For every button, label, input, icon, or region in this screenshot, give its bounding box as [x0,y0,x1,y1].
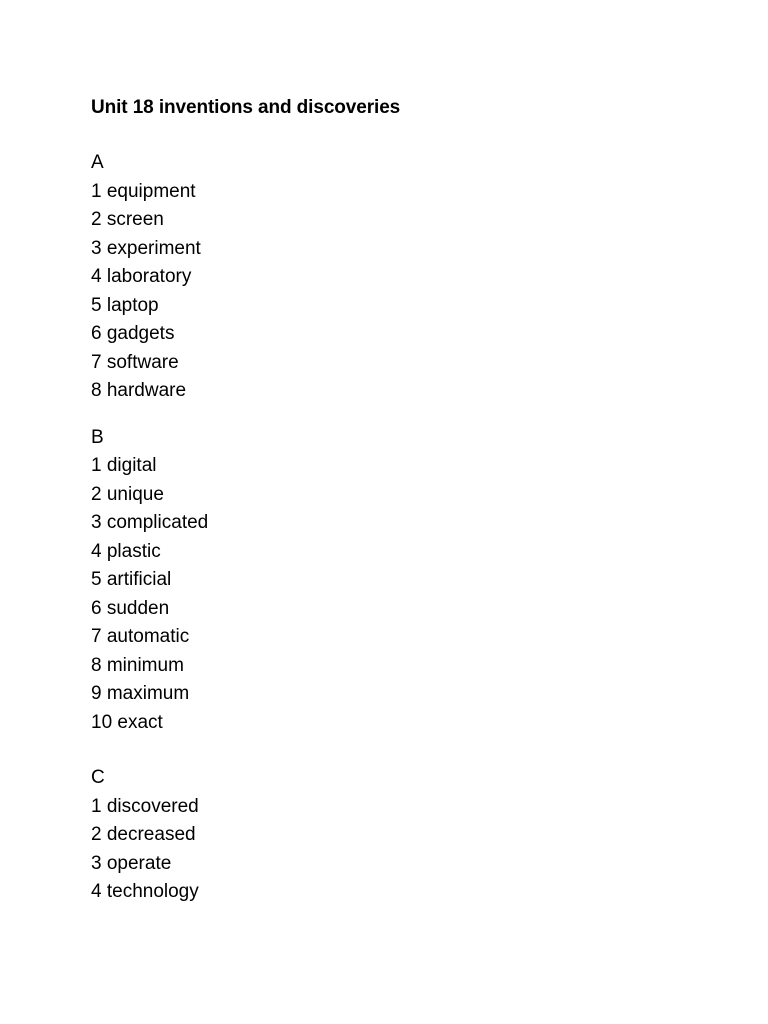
list-item: 2 unique [91,483,164,505]
section-c [91,764,691,907]
list-item: 7 automatic [91,626,190,647]
list-item: 1 discovered [91,795,199,817]
list-item: 8 hardware [91,380,187,401]
list-item: 3 complicated [91,512,209,533]
list-item: 2 decreased [91,824,196,845]
section-b [91,424,691,738]
list-item: 5 laptop [91,294,159,316]
list-item: 5 artificial [91,569,172,590]
list-item: 9 maximum [91,683,190,704]
list-item: 4 plastic [91,540,161,562]
list-item: 4 laboratory [91,266,192,287]
list-item: 7 software [91,351,179,373]
list-item: 2 screen [91,209,164,230]
list-item: 1 equipment [91,180,196,202]
list-item: 10 exact [91,711,163,733]
list-item: 8 minimum [91,654,184,676]
section-label: C [91,767,105,788]
section-label: A [91,152,104,173]
list-item: 4 technology [91,881,199,902]
list-item: 6 gadgets [91,323,175,344]
list-item: 3 experiment [91,237,201,259]
list-item: 1 digital [91,455,157,476]
section-label: B [91,426,104,448]
list-item: 3 operate [91,852,172,874]
document-page [91,94,691,907]
list-item: 6 sudden [91,597,170,619]
page-title: Unit 18 inventions and discoveries [91,97,401,118]
section-a [91,149,691,406]
